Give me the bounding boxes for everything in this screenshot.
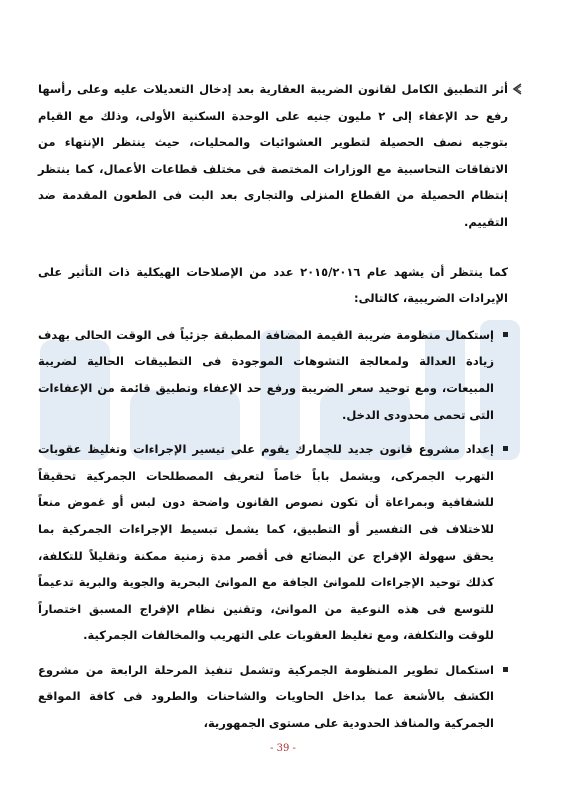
- list-item: [38, 436, 508, 649]
- list-item-text: إعداد مشروع قانون جديد للجمارك يقوم على تيسير الإجراءات وتغليظ عقوبات التهرب الجمركى، ويشمل باباً خاصاً لتعريف المصطلحات الجمركية تحقيقاً للشفافية وبمراعاة أن تكون نصوص القانون واضحة دون لبس أو غموض منعاً للاختلاف فى التفسير أو التطبيق، كما يشمل تبسيط الإجراءات الجمركية بما يحقق سهولة الإفراج عن البضائع فى أقصر مدة زمنية ممكنة وتقليلاً للتكلفة، كذلك توحيد الإجراءات للموانئ الجافة مع الموانئ البحرية والجوية والبرية تدعيماً للتوسع فى هذه النوعية من الموانئ، وتقنين نظام الإفراج المسبق اختصاراً للوقت والتكلفة، ومع تغليظ العقوبات على التهريب والمخالفات الجمركية.: [38, 442, 494, 643]
- square-bullet-icon: [503, 667, 508, 672]
- list-item: [38, 322, 508, 428]
- reforms-list: [38, 322, 508, 737]
- document-body: [38, 76, 508, 745]
- square-bullet-icon: [503, 332, 508, 337]
- paragraph-property-tax: أثر التطبيق الكامل لقانون الضريبة العقارية بعد إدخال التعديلات عليه وعلى رأسها رفع حد الإعفاء إلى ٢ مليون جنيه على الوحدة السكنية الأولى، وذلك مع القيام بتوجيه نصف الحصيلة لتطوير العشوائيات والمحليات، حيث ينتظر الإنتهاء من الاتفاقات التحاسبية مع الوزارات المختصة فى مختلف قطاعات الأعمال، كما ينتظر إنتظام الحصيلة من القطاع المنزلى والتجارى بعد البت فى الطعون المقدمة ضد التقييم.: [38, 82, 508, 229]
- paragraph-structural-reforms-intro: كما ينتظر أن يشهد عام ٢٠١٥/٢٠١٦ عدد من الإصلاحات الهيكلية ذات التأثير على الإيرادات الضريبية، كالتالى:: [38, 264, 508, 306]
- list-item: [38, 657, 508, 737]
- arrow-bullet-icon: [512, 83, 522, 95]
- list-item-text: استكمال تطوير المنظومة الجمركية وتشمل تنفيذ المرحلة الرابعة من مشروع الكشف بالأشعة عما بداخل الحاويات والشاحنات والطرود فى كافة المواقع الجمركية والمنافذ الحدودية على مستوى الجمهورية،: [38, 662, 494, 731]
- first-paragraph-block: [38, 76, 508, 236]
- page-number: - 39 -: [270, 743, 296, 754]
- list-item-text: إستكمال منظومة ضريبة القيمة المضافة المطبقة جزئياً فى الوقت الحالى بهدف زيادة العدالة ولمعالجة التشوهات الموجودة فى التطبيقات الحالية لضريبة المبيعات، ومع توحيد سعر الضريبة ورفع حد الإعفاء وتطبيق قائمة من الإعفاءات التى تحمى محدودى الدخل.: [38, 327, 494, 422]
- square-bullet-icon: [503, 446, 508, 451]
